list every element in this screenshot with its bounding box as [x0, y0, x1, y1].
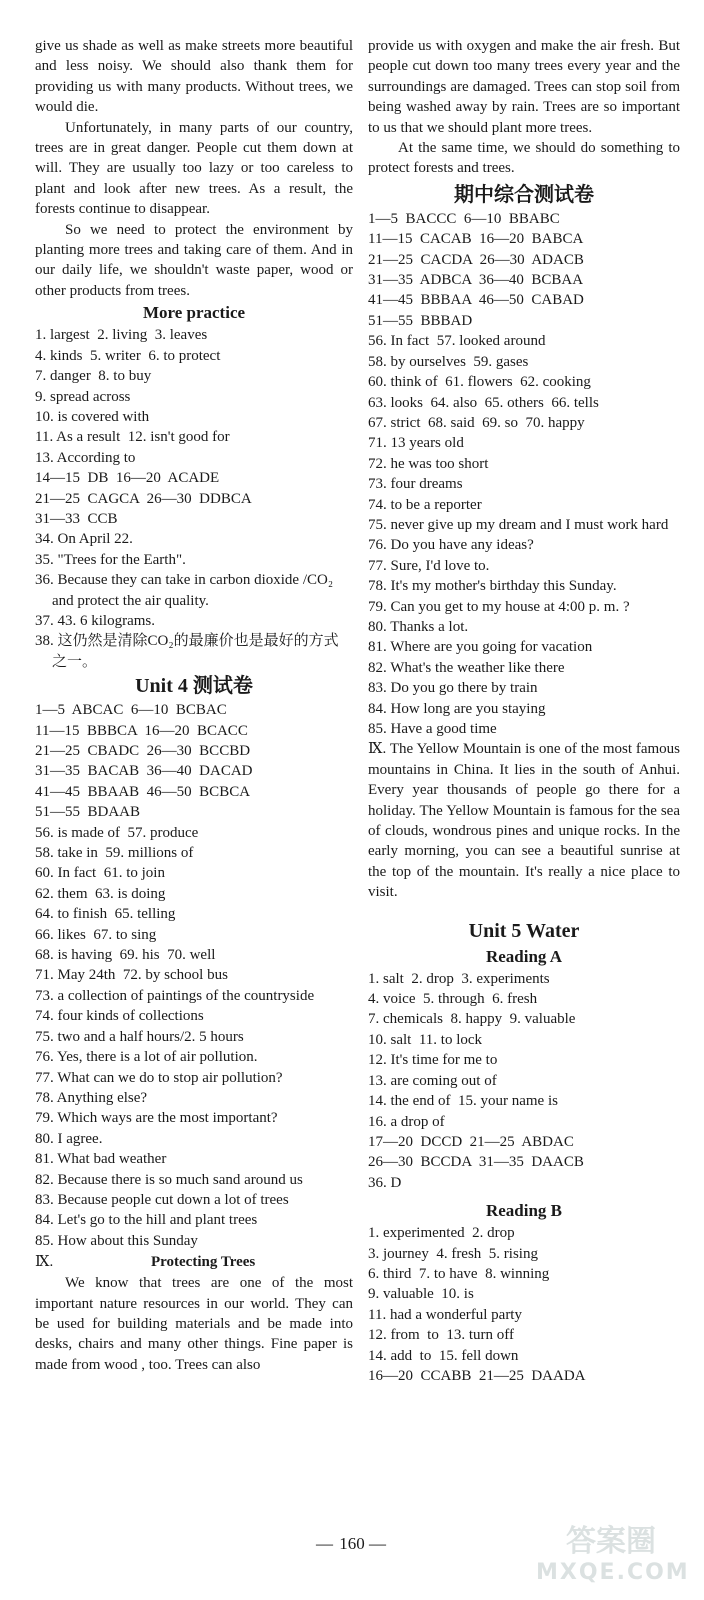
- answer-line: 1—5 BACCC 6—10 BBABC: [368, 210, 560, 227]
- answer-line: 11. As a result 12. isn't good for: [35, 429, 230, 446]
- answer-line: 37. 43. 6 kilograms.: [35, 612, 155, 629]
- right-column: [368, 36, 680, 1386]
- answer-line: 67. strict 68. said 69. so 70. happy: [368, 414, 585, 431]
- reading-a-answers: [368, 969, 680, 1193]
- answer-line: 71. May 24th 72. by school bus: [35, 967, 228, 984]
- answer-line: 75. never give up my dream and I must work hard: [368, 516, 669, 533]
- watermark-url: MXQE.COM: [536, 1560, 690, 1585]
- essay-title: Protecting Trees: [150, 1254, 256, 1271]
- answer-line: 62. them 63. is doing: [35, 885, 166, 902]
- answer-line: 26—30 BCCDA 31—35 DAACB: [368, 1154, 584, 1171]
- answer-line: 81. Where are you going for vacation: [368, 639, 593, 656]
- answer-line: 36. D: [368, 1174, 402, 1191]
- answer-line: 11—15 CACAB 16—20 BABCA: [368, 231, 584, 248]
- reading-b-heading: Reading B: [485, 1201, 563, 1221]
- answer-line: 4. kinds 5. writer 6. to protect: [35, 347, 221, 364]
- answer-line: 63. looks 64. also 65. others 66. tells: [368, 394, 599, 411]
- answer-line: 83. Do you go there by train: [368, 680, 538, 697]
- answer-line: 13. are coming out of: [368, 1072, 497, 1089]
- watermark-logo: [536, 1524, 690, 1594]
- answer-line: 13. According to: [35, 449, 136, 466]
- answer-line: 34. On April 22.: [35, 531, 133, 548]
- answer-line: 75. two and a half hours/2. 5 hours: [35, 1028, 244, 1045]
- answer-line: 12. It's time for me to: [368, 1052, 498, 1069]
- answer-line: 21—25 CACDA 26—30 ADACB: [368, 251, 584, 268]
- essay-marker: Ⅸ.: [35, 1254, 54, 1271]
- answer-line: 7. chemicals 8. happy 9. valuable: [368, 1011, 576, 1028]
- answer-line: 83. Because people cut down a lot of trees: [35, 1191, 289, 1208]
- answer-line: 1. experimented 2. drop: [368, 1225, 515, 1242]
- answer-line: 31—35 BACAB 36—40 DACAD: [35, 763, 253, 780]
- answer-line: 1. largest 2. living 3. leaves: [35, 327, 208, 344]
- answer-line: 80. Thanks a lot.: [368, 618, 469, 635]
- answer-line: 35. "Trees for the Earth".: [35, 551, 186, 568]
- answer-line: 85. How about this Sunday: [35, 1232, 198, 1249]
- answer-line: 84. How long are you staying: [368, 700, 546, 717]
- answer-line: 73. a collection of paintings of the countryside: [35, 987, 315, 1004]
- answer-line: 31—33 CCB: [35, 510, 118, 527]
- answer-line: 1—5 ABCAC 6—10 BCBAC: [35, 702, 227, 719]
- answer-line: 41—45 BBBAA 46—50 CABAD: [368, 292, 584, 309]
- essay-continuation: provide us with oxygen and make the air fresh. But people cut down too many trees every year and the surroundings are damaged. Trees can stop soil from being washed away by rain. Trees are so important to us that we should plant more trees.: [368, 38, 680, 136]
- left-column: [35, 36, 353, 1375]
- answer-line: 68. is having 69. his 70. well: [35, 947, 216, 964]
- answer-line: 76. Do you have any ideas?: [368, 537, 534, 554]
- answer-line: 9. spread across: [35, 388, 131, 405]
- answer-line: 85. Have a good time: [368, 721, 497, 737]
- more-practice-answers: [35, 325, 353, 672]
- answer-line: 78. Anything else?: [35, 1089, 148, 1106]
- answer-line: 78. It's my mother's birthday this Sunday.: [368, 578, 617, 595]
- answer-line: 76. Yes, there is a lot of air pollution.: [35, 1049, 258, 1066]
- unit5-heading: Unit 5 Water: [468, 919, 580, 942]
- answer-line: 71. 13 years old: [368, 435, 464, 452]
- answer-line: 84. Let's go to the hill and plant trees: [35, 1212, 258, 1229]
- reading-b-answers: [368, 1223, 680, 1386]
- answer-line: 66. likes 67. to sing: [35, 926, 157, 943]
- answer-line: 36. Because they can take in carbon dioxide /CO₂ and protect the air quality.: [35, 572, 337, 609]
- answer-line: 79. Which ways are the most important?: [35, 1110, 278, 1127]
- answer-line: 56. In fact 57. looked around: [368, 333, 546, 350]
- answer-line: 14. add to 15. fell down: [368, 1347, 519, 1364]
- essay-body: We know that trees are one of the most important nature resources in our world. They can be used for building materials and be made into desks, chairs and many other things. Fine paper is made from wood , too. Trees can also: [35, 1275, 353, 1373]
- answer-line: 1. salt 2. drop 3. experiments: [368, 970, 550, 987]
- answer-line: 79. Can you get to my house at 4:00 p. m. ?: [368, 598, 630, 615]
- answer-line: 6. third 7. to have 8. winning: [368, 1265, 550, 1282]
- essay-title-line: [35, 1251, 353, 1273]
- answer-line: 74. four kinds of collections: [35, 1008, 204, 1025]
- reading-a-heading: Reading A: [485, 946, 563, 966]
- answer-line: 41—45 BBAAB 46—50 BCBCA: [35, 783, 251, 800]
- answer-line: 38. 这仍然是清除CO₂的最廉价也是最好的方式之一。: [35, 633, 339, 670]
- answer-line: 64. to finish 65. telling: [35, 906, 176, 923]
- answer-line: 58. by ourselves 59. gases: [368, 353, 529, 370]
- answer-line: 17—20 DCCD 21—25 ABDAC: [368, 1133, 574, 1150]
- essay-paragraph: So we need to protect the environment by planting more trees and taking care of them. And in our daily life, we shouldn't waste paper, wood or other products from trees.: [35, 221, 353, 299]
- answer-line: 16. a drop of: [368, 1113, 445, 1130]
- answer-line: 77. What can we do to stop air pollution?: [35, 1069, 283, 1086]
- midterm-answers: [368, 209, 680, 740]
- answer-line: 51—55 BBBAD: [368, 312, 473, 329]
- answer-line: 14. the end of 15. your name is: [368, 1093, 558, 1110]
- essay-marker: Ⅸ.: [368, 741, 387, 758]
- answer-line: 60. think of 61. flowers 62. cooking: [368, 374, 591, 391]
- answer-line: 81. What bad weather: [35, 1151, 167, 1168]
- answer-line: 31—35 ADBCA 36—40 BCBAA: [368, 272, 584, 289]
- answer-line: 4. voice 5. through 6. fresh: [368, 991, 538, 1008]
- answer-line: 9. valuable 10. is: [368, 1286, 474, 1303]
- answer-line: 10. is covered with: [35, 408, 150, 425]
- page-number: — 160 —: [316, 1534, 388, 1553]
- unit4-heading: Unit 4 测试卷: [135, 675, 253, 698]
- answer-line: 77. Sure, I'd love to.: [368, 557, 490, 574]
- answer-line: 7. danger 8. to buy: [35, 368, 152, 385]
- unit4-answers: [35, 700, 353, 1251]
- essay-paragraph: Unfortunately, in many parts of our country, trees are in great danger. People cut them down at will. They are usually too lazy or too careless to plant and look after new trees. As a result, the forests continue to disappear.: [35, 119, 353, 218]
- answer-line: 60. In fact 61. to join: [35, 865, 165, 882]
- answer-line: 11—15 BBBCA 16—20 BCACC: [35, 722, 248, 739]
- answer-line: 74. to be a reporter: [368, 496, 482, 513]
- essay-body: The Yellow Mountain is one of the most famous mountains in China. It lies in the south of Anhui. Every year thousands of people go there for a holiday. The Yellow Mountain is famous for the sea of clouds, wondrous pines and unique rocks. In the early morning, you can see a beautiful sunrise at the top of the mountain. It's really a nice place to visit.: [368, 741, 680, 901]
- answer-line: 56. is made of 57. produce: [35, 824, 199, 841]
- answer-line: 51—55 BDAAB: [35, 804, 141, 821]
- answer-line: 82. Because there is so much sand around us: [35, 1171, 303, 1188]
- answer-line: 72. he was too short: [368, 455, 489, 472]
- essay-paragraph: At the same time, we should do something to protect forests and trees.: [368, 140, 680, 177]
- answer-line: 21—25 CAGCA 26—30 DDBCA: [35, 490, 252, 507]
- answer-line: 12. from to 13. turn off: [368, 1327, 514, 1344]
- answer-line: 58. take in 59. millions of: [35, 845, 194, 862]
- answer-line: 16—20 CCABB 21—25 DAADA: [368, 1367, 586, 1384]
- answer-line: 73. four dreams: [368, 476, 463, 493]
- answer-line: 82. What's the weather like there: [368, 659, 565, 676]
- midterm-heading: 期中综合测试卷: [454, 183, 594, 206]
- essay-continuation: give us shade as well as make streets more beautiful and less noisy. We should also thank them for providing us with many products. Without trees, we would die.: [35, 38, 353, 116]
- answer-line: 3. journey 4. fresh 5. rising: [368, 1245, 538, 1262]
- answer-line: 10. salt 11. to lock: [368, 1031, 483, 1048]
- watermark-text: 答案圈: [566, 1524, 656, 1559]
- page-number-value: 160: [339, 1534, 365, 1553]
- answer-line: 11. had a wonderful party: [368, 1306, 522, 1323]
- answer-line: 21—25 CBADC 26—30 BCCBD: [35, 743, 251, 759]
- answer-line: 14—15 DB 16—20 ACADE: [35, 470, 220, 487]
- answer-line: 80. I agree.: [35, 1130, 103, 1147]
- more-practice-heading: More practice: [142, 303, 246, 323]
- yellow-mountain-essay: [368, 739, 680, 902]
